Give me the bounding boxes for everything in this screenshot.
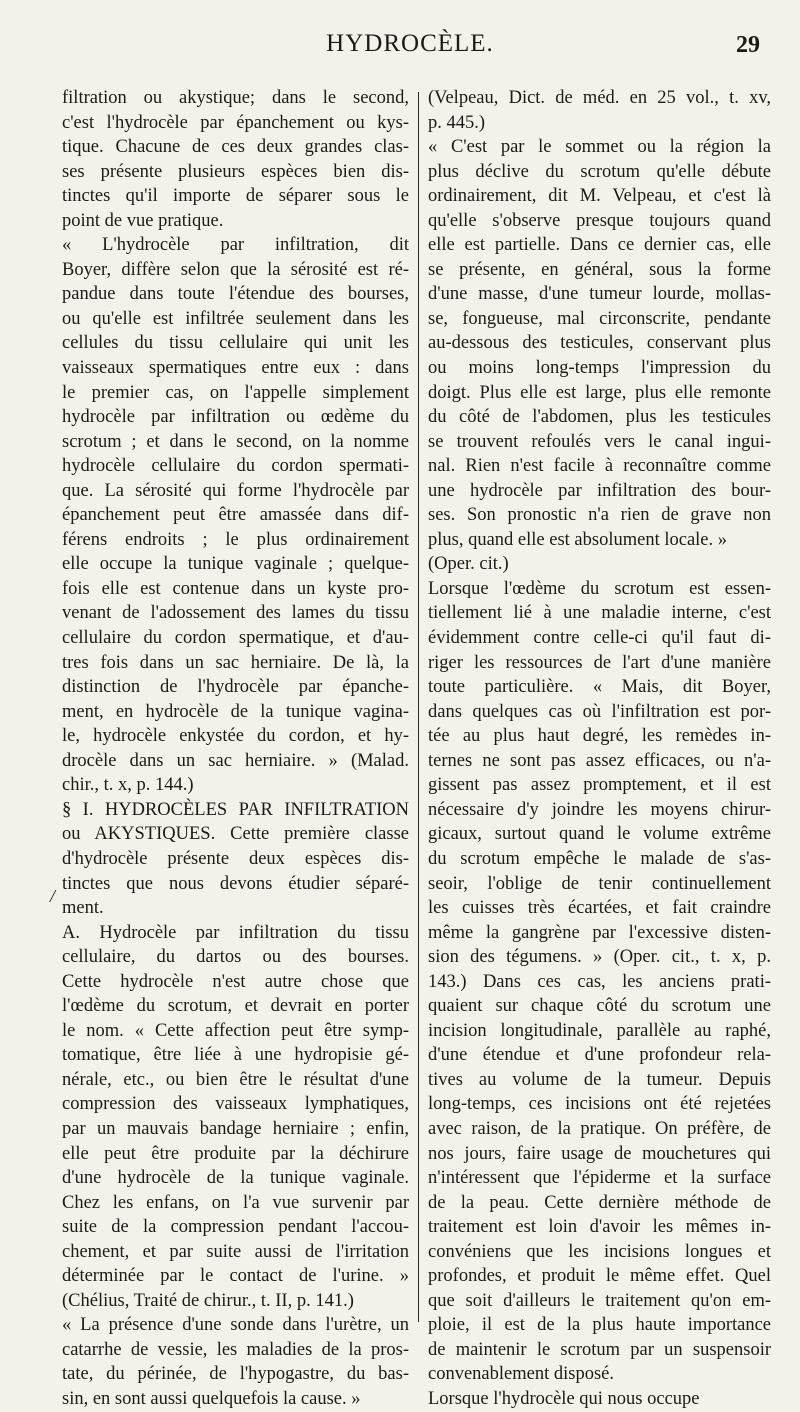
text-line: de la peau. Cette dernière méthode de	[428, 1192, 771, 1213]
text-line: au-dessous des testicules, conservant plus	[428, 333, 771, 354]
text-line: Boyer, diffère selon que la sérosité est ré-	[62, 259, 409, 280]
text-line: même la gangrène par l'excessive disten-	[428, 922, 771, 943]
text-line: tomatique, être liée à une hydropisie gé-	[62, 1045, 409, 1066]
text-line: le premier cas, on l'appelle simplement	[62, 382, 409, 403]
text-line: « L'hydrocèle par infiltration, dit	[62, 235, 409, 256]
text-line: les cuisses très écartées, et fait craindre	[428, 898, 771, 919]
text-line: le, hydrocèle enkystée du cordon, et hy-	[62, 726, 409, 747]
running-title: HYDROCÈLE.	[326, 30, 494, 57]
column-divider	[418, 92, 419, 1322]
text-line: cellulaire, du dartos ou des bourses.	[62, 947, 409, 968]
text-line: cellulaire du cordon spermatique, et d'au-	[62, 628, 409, 649]
text-line: tée au plus haut degré, les remèdes in-	[428, 726, 771, 747]
text-line: ternes ne sont pas assez efficaces, ou n'a-	[428, 750, 771, 771]
text-line: se présente, en général, sous la forme	[428, 259, 771, 280]
text-line: ment, en hydrocèle de la tunique vagina-	[62, 701, 409, 722]
text-line: nos jours, faire usage de mouchetures qui	[428, 1143, 771, 1164]
text-line: gissent pas assez promptement, et il est	[428, 775, 771, 796]
text-line: hydrocèle par infiltration ou œdème du	[62, 407, 409, 428]
text-line: tinctes que nous devons étudier séparé-	[62, 873, 409, 894]
text-line: par un mauvais bandage herniaire ; enfin,	[62, 1118, 409, 1139]
text-line: d'une masse, d'une tumeur lourde, mollas-	[428, 284, 771, 305]
text-line: avec raison, de la pratique. On préfère, de	[428, 1118, 771, 1139]
text-line: ploie, il est de la plus haute importance	[428, 1315, 771, 1336]
text-line: cellules du tissu cellulaire qui unit les	[62, 333, 409, 354]
text-line: Lorsque l'œdème du scrotum est essen-	[428, 578, 771, 599]
text-line: que soit d'ailleurs le traitement qu'on em-	[428, 1290, 771, 1311]
text-line: ses présente plusieurs espèces bien dis-	[62, 161, 409, 182]
text-line: ordinairement, dit M. Velpeau, et c'est là	[428, 186, 771, 207]
text-line: elle peut être produite par la déchirure	[62, 1143, 409, 1164]
text-line: nal. Rien n'est facile à reconnaître comme	[428, 456, 771, 477]
margin-mark: /	[50, 886, 56, 906]
text-line: chir., t. x, p. 144.)	[62, 775, 194, 796]
text-line: catarrhe de vessie, les maladies de la pros-	[62, 1339, 409, 1360]
text-line: doigt. Plus elle est large, plus elle remonte	[428, 382, 771, 403]
text-line: que. La sérosité qui forme l'hydrocèle par	[62, 480, 409, 501]
text-line: d'une étendue et d'une profondeur rela-	[428, 1045, 771, 1066]
text-line: convéniens que les incisions longues et	[428, 1241, 771, 1262]
text-line: n'intéressent que l'épiderme et la surface	[428, 1168, 771, 1189]
page-header	[60, 30, 760, 70]
text-line: tinctes qu'il importe de séparer sous le	[62, 186, 409, 207]
text-line: c'est l'hydrocèle par épanchement ou kys-	[62, 112, 409, 133]
text-line: compression des vaisseaux lymphatiques,	[62, 1094, 409, 1115]
text-line: Chez les enfans, on l'a vue survenir par	[62, 1192, 409, 1213]
text-line: ou qu'elle est infiltrée seulement dans les	[62, 308, 409, 329]
text-line: A. Hydrocèle par infiltration du tissu	[62, 922, 409, 943]
text-line: gicaux, surtout quand le volume extrême	[428, 824, 771, 845]
text-line: déterminée par le contact de l'urine. »	[62, 1266, 409, 1287]
text-line: 143.) Dans ces cas, les anciens prati-	[428, 971, 771, 992]
text-line: toute particulière. « Mais, dit Boyer,	[428, 677, 771, 698]
text-line: riger les ressources de l'art d'une manière	[428, 652, 771, 673]
text-line: long-temps, ces incisions ont été rejetées	[428, 1094, 771, 1115]
text-line: (Chélius, Traité de chirur., t. II, p. 141.)	[62, 1290, 354, 1311]
text-line: évidemment contre celle-ci qu'il faut di-	[428, 628, 771, 649]
text-line: profondes, et produit le même effet. Quel	[428, 1266, 771, 1287]
text-line: sion des tégumens. » (Oper. cit., t. x, p.	[428, 947, 771, 968]
text-line: qu'elle s'observe presque toujours quand	[428, 210, 771, 231]
page-number: 29	[736, 32, 760, 58]
text-line: « La présence d'une sonde dans l'urètre, un	[62, 1315, 409, 1336]
text-line: Cette hydrocèle n'est autre chose que	[62, 971, 409, 992]
text-line: de maintenir le scrotum par un suspensoir	[428, 1339, 771, 1360]
text-line: tres fois dans un sac herniaire. De là, la	[62, 652, 409, 673]
text-line: une hydrocèle par infiltration des bour-	[428, 480, 771, 501]
text-line: d'une hydrocèle de la tunique vaginale.	[62, 1168, 409, 1189]
text-line: nécessaire d'y joindre les moyens chirur-	[428, 799, 771, 820]
text-line: « C'est par le sommet ou la région la	[428, 137, 771, 158]
text-line: (Oper. cit.)	[428, 554, 509, 575]
text-line: du scrotum empêche le malade de s'as-	[428, 848, 771, 869]
text-line: convenablement disposé.	[428, 1364, 614, 1385]
text-line: d'hydrocèle présente deux espèces dis-	[62, 848, 409, 869]
text-line: point de vue pratique.	[62, 210, 224, 231]
text-line: le nom. « Cette affection peut être symp-	[62, 1020, 409, 1041]
text-line: quaient sur chaque côté du scrotum une	[428, 996, 771, 1017]
text-line: tiellement lié à une maladie interne, c'est	[428, 603, 771, 624]
text-line: elle est partielle. Dans ce dernier cas, elle	[428, 235, 771, 256]
text-line: épanchement peut être amassée dans dif-	[62, 505, 409, 526]
text-line: tique. Chacune de ces deux grandes clas-	[62, 137, 409, 158]
text-line: tives au volume de la tumeur. Depuis	[428, 1069, 771, 1090]
text-line: traitement est loin d'avoir les mêmes in-	[428, 1217, 771, 1238]
text-line: du côté de l'abdomen, plus les testicules	[428, 407, 771, 428]
text-line: venant de l'adossement des lames du tissu	[62, 603, 409, 624]
text-line: Lorsque l'hydrocèle qui nous occupe	[428, 1388, 700, 1409]
text-line: nérale, etc., ou bien être le résultat d'une	[62, 1069, 409, 1090]
text-line: plus, quand elle est absolument locale. »	[428, 529, 728, 550]
text-line: ses. Son pronostic n'a rien de grave non	[428, 505, 771, 526]
text-line: plus déclive du scrotum qu'elle débute	[428, 161, 771, 182]
text-line: p. 445.)	[428, 112, 486, 133]
text-line: l'œdème du scrotum, et devrait en porter	[62, 996, 409, 1017]
text-line: suite de la compression pendant l'accou-	[62, 1217, 409, 1238]
text-line: ou AKYSTIQUES. Cette première classe	[62, 824, 409, 845]
text-line: (Velpeau, Dict. de méd. en 25 vol., t. xv,	[428, 88, 771, 108]
text-line: dans quelques cas où l'infiltration est por-	[428, 701, 771, 722]
text-line: se, fongueuse, mal circonscrite, pendante	[428, 308, 771, 329]
text-line: seoir, l'oblige de tenir continuellement	[428, 873, 771, 894]
text-line: filtration ou akystique; dans le second,	[62, 88, 409, 108]
left-column	[62, 86, 409, 1412]
text-line: ment.	[62, 898, 104, 919]
text-line: fois elle est contenue dans un kyste pro-	[62, 578, 409, 599]
text-line: pandue dans toute l'étendue des bourses,	[62, 284, 409, 305]
text-line: ou moins long-temps l'impression du	[428, 358, 771, 379]
text-line: elle occupe la tunique vaginale ; quelque-	[62, 554, 409, 575]
text-line: tate, du périnée, de l'hypogastre, du bas-	[62, 1364, 409, 1385]
text-line: vaisseaux spermatiques entre eux : dans	[62, 358, 409, 379]
text-line: se trouvent refoulés vers le canal ingui-	[428, 431, 771, 452]
text-line: sin, en sont aussi quelquefois la cause. »	[62, 1388, 361, 1409]
text-line: hydrocèle cellulaire du cordon spermati-	[62, 456, 409, 477]
text-line: distinction de l'hydrocèle par épanche-	[62, 677, 409, 698]
text-line: férens endroits ; le plus ordinairement	[62, 529, 409, 550]
right-column	[428, 86, 771, 1412]
text-line: chement, et par suite aussi de l'irritation	[62, 1241, 409, 1262]
text-line: scrotum ; et dans le second, on la nomme	[62, 431, 409, 452]
text-line: drocèle dans un sac herniaire. » (Malad.	[62, 750, 409, 771]
text-line: § I. HYDROCÈLES PAR INFILTRATION	[62, 799, 409, 820]
text-line: incision longitudinale, parallèle au raphé,	[428, 1020, 771, 1041]
